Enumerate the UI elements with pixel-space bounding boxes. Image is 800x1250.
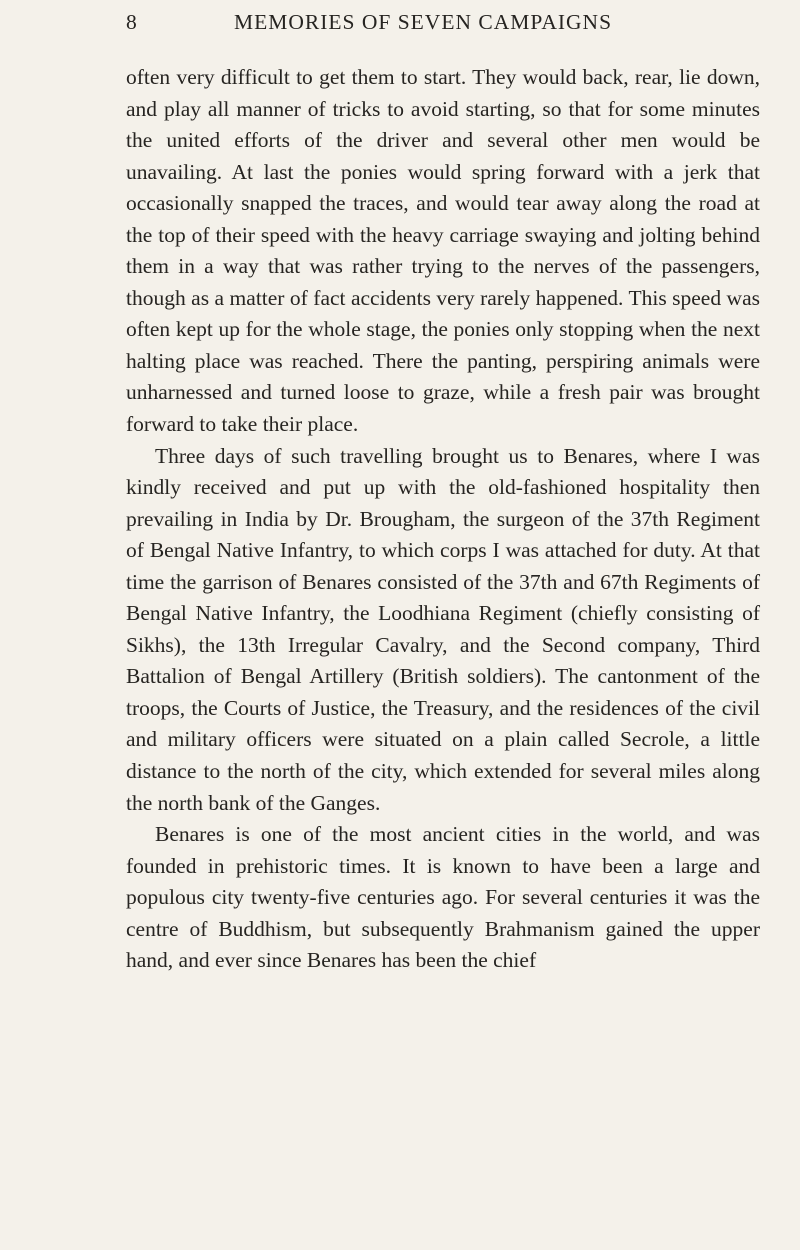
paragraph-benares-history: Benares is one of the most ancient cities in the world, and was founded in prehistoric times. It is known to have been a large and populous city twenty-five centuries ago. For several centuries it was the centre of Buddhism, but subsequently Brahmanism gained the upper hand, and ever since Benares has been the chief (126, 822, 760, 973)
running-title: MEMORIES OF SEVEN CAMPAIGNS (234, 10, 613, 34)
paragraph-benares-arrival: Three days of such travelling brought us to Benares, where I was kindly received and put up with the old-fashioned hospitality then prevailing in India by Dr. Brougham, the surgeon of the 37th Regiment of Bengal Native Infantry, to which corps I was attached for duty. At that time the garrison of Benares consisted of the 37th and 67th Regiments of Bengal Native Infantry, the Loodhiana Regiment (chiefly consisting of Sikhs), the 13th Irregular Cavalry, and the Second company, Third Battalion of Bengal Artillery (British soldiers). The cantonment of the troops, the Courts of Justice, the Treasury, and the residences of the civil and military officers were situated on a plain called Secrole, a little distance to the north of the city, which extended for several miles along the north bank of the Ganges. (126, 443, 760, 815)
paragraph-continued: often very difficult to get them to start. They would back, rear, lie down, and play all manner of tricks to avoid starting, so that for some minutes the united efforts of the driver and several other men would be unavailing. At last the ponies would spring forward with a jerk that occasionally snapped the traces, and would tear away along the road at the top of their speed with the heavy carriage swaying and jolting behind them in a way that was rather trying to the nerves of the passengers, though as a matter of fact accidents very rarely happened. This speed was often kept up for the whole stage, the ponies only stopping when the next halting place was reached. There the panting, perspiring animals were unharnessed and turned loose to graze, while a fresh pair was brought forward to take their place. (126, 65, 760, 437)
running-head (126, 10, 756, 44)
body-text (126, 62, 760, 977)
page-number: 8 (126, 10, 138, 34)
